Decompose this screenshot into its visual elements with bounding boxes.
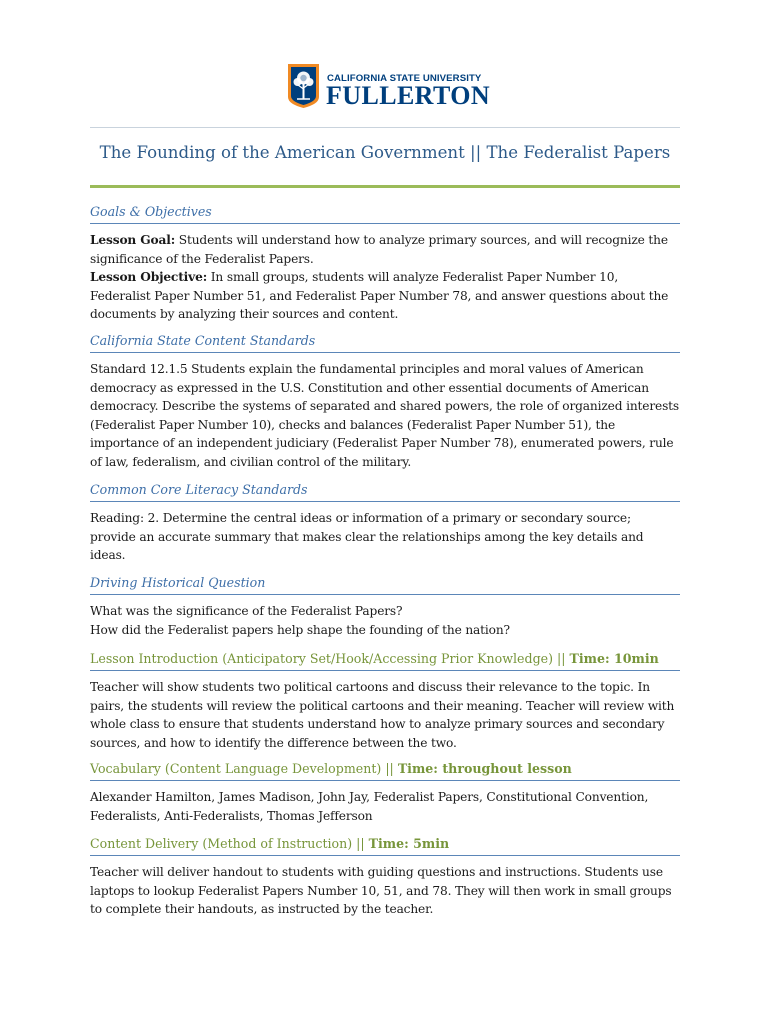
logo-university-name: CALIFORNIA STATE UNIVERSITY: [327, 73, 482, 84]
section-heading-text: Vocabulary (Content Language Development) ||: [90, 761, 398, 776]
section-body: [90, 509, 680, 565]
section-body: [90, 231, 680, 324]
question-line-1: What was the significance of the Federalist Papers?: [90, 604, 403, 618]
section-heading: [90, 835, 680, 856]
section-time: Time: 5min: [368, 836, 450, 851]
common-core-text: Reading: 2. Determine the central ideas or information of a primary or secondary source; provide an accurate summary that makes clear the relationships among the key details and ideas.: [90, 511, 644, 562]
section-vocabulary: [90, 760, 680, 825]
section-content-delivery: [90, 835, 680, 919]
section-time: Time: 10min: [569, 651, 659, 666]
title-divider: [90, 185, 680, 188]
introduction-text: Teacher will show students two political cartoons and discuss their relevance to the topic. In pairs, the students will review the political cartoons and their meaning. Teacher will review with whole class to ensure that students understand how to analyze primary sources and secondary sources, and how to identify the difference between the two.: [90, 680, 675, 750]
section-lesson-introduction: [90, 650, 680, 752]
section-heading: Goals & Objectives: [90, 203, 680, 224]
lesson-goal-label: Lesson Goal:: [90, 233, 176, 247]
section-heading: California State Content Standards: [90, 332, 680, 353]
tree-shield-icon: [287, 63, 320, 109]
section-heading: Driving Historical Question: [90, 574, 680, 595]
lesson-objective-label: Lesson Objective:: [90, 270, 208, 284]
section-heading: [90, 650, 680, 671]
section-body: [90, 788, 680, 825]
content-delivery-text: Teacher will deliver handout to students with guiding questions and instructions. Students use laptops to lookup Federalist Papers Number 10, 51, and 78. They will then work in small groups to complete their handouts, as instructed by the teacher.: [90, 865, 672, 916]
section-goals: [90, 203, 680, 324]
section-heading-text: Content Delivery (Method of Instruction) ||: [90, 836, 369, 851]
section-time: Time: throughout lesson: [397, 761, 572, 776]
section-driving-question: [90, 574, 680, 639]
section-heading: [90, 760, 680, 781]
section-body: [90, 863, 680, 919]
document-title: The Founding of the American Government || The Federalist Papers: [99, 143, 671, 162]
vocabulary-text: Alexander Hamilton, James Madison, John Jay, Federalist Papers, Constitutional Convention, Federalists, Anti-Federalists, Thomas Jefferson: [90, 790, 649, 823]
section-heading-text: Lesson Introduction (Anticipatory Set/Hook/Accessing Prior Knowledge) ||: [90, 651, 570, 666]
lesson-goal: [90, 231, 680, 268]
section-body: [90, 678, 680, 752]
lesson-objective: [90, 268, 680, 324]
standard-text: Standard 12.1.5 Students explain the fundamental principles and moral values of American democracy as expressed in the U.S. Constitution and other essential documents of American democracy. Describe the systems of separated and shared powers, the role of organized interests (Federalist Paper Number 10), checks and balances (Federalist Paper Number 51), the importance of an independent judiciary (Federalist Paper Number 78), enumerated powers, rule of law, federalism, and civilian control of the military.: [90, 362, 680, 469]
section-body: [90, 360, 680, 471]
section-body: [90, 602, 680, 639]
logo-campus-name: FULLERTON: [326, 81, 491, 110]
section-heading: Common Core Literacy Standards: [90, 481, 680, 502]
lesson-objective-text: In small groups, students will analyze Federalist Paper Number 10, Federalist Paper Number 51, and Federalist Paper Number 78, and answer questions about the documents by analyzing their sources and content.: [90, 270, 669, 321]
section-content-standards: [90, 332, 680, 471]
header-divider: [90, 127, 680, 128]
lesson-goal-text: Students will understand how to analyze primary sources, and will recognize the significance of the Federalist Papers.: [90, 233, 668, 266]
section-common-core: [90, 481, 680, 565]
question-line-2: How did the Federalist papers help shape the founding of the nation?: [90, 622, 510, 637]
university-logo: [287, 63, 491, 111]
